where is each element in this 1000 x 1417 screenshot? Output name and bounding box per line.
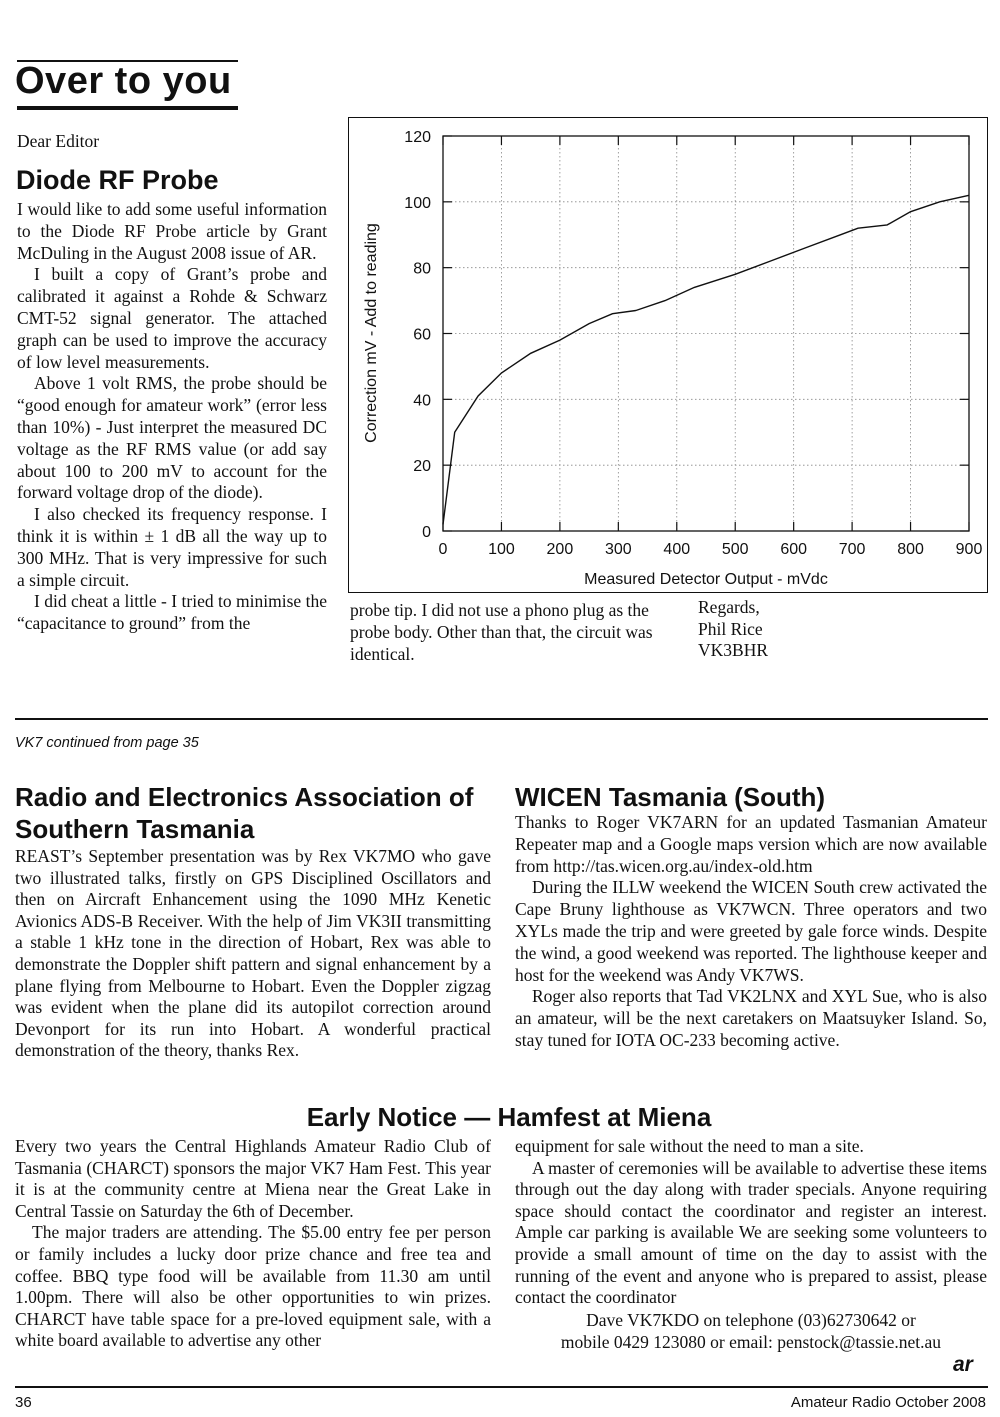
letter-paragraph: Above 1 volt RMS, the probe should be “good enough for amateur work” (error less than 10%) - Just interpret the measured DC voltage as the RF RMS value (or add say about 100 to 200 mV to account for the forward voltage drop of the diode). [17, 373, 327, 503]
hamfest-heading: Early Notice — Hamfest at Miena [306, 1102, 712, 1132]
footer-rule [15, 1386, 988, 1388]
hamfest-contact [515, 1310, 987, 1353]
letter-paragraph: I built a copy of Grant’s probe and calibrated it against a Rohde & Schwarz CMT-52 signal generator. The attached graph can be used to improve the accuracy of low level measurements. [17, 264, 327, 372]
y-tick-label: 0 [422, 524, 431, 541]
letter-salutation: Dear Editor [17, 131, 100, 151]
contact-line-telephone: Dave VK7KDO on telephone (03)62730642 or [586, 1310, 916, 1330]
contact-line-email: mobile 0429 123080 or email: penstock@tassie.net.au [560, 1331, 942, 1352]
hamfest-left-body [15, 1136, 491, 1352]
y-tick-label: 100 [404, 194, 431, 212]
continued-note: VK7 continued from page 35 [15, 735, 199, 751]
letter-paragraph: I did cheat a little - I tried to minimise the “capacitance to ground” from the [17, 591, 327, 634]
x-tick-labels [439, 541, 983, 558]
letter-paragraph: I also checked its frequency response. I think it is within ± 1 dB all the way up to 300 MHz. That is very impressive for such a simple circuit. [17, 504, 327, 590]
letter-body [17, 199, 327, 635]
x-tick-label: 900 [955, 541, 983, 558]
y-tick-label: 120 [404, 129, 431, 146]
signoff-regards: Regards, [698, 597, 760, 617]
page-title: Over to you [15, 60, 232, 102]
hamfest-paragraph: A master of ceremonies will be available to advertise these items through out the day along with trader specials. Anyone requiring space should contact the coordinator and register an interest. Ample car parking is available We are seeking some volunteers to provide a small amount of time on the day to assist with the running of the event and anyone who is prepared to assist, please contact the coordinator [515, 1157, 987, 1308]
hamfest-paragraph: equipment for sale without the need to man a site. [515, 1136, 864, 1156]
x-tick-label: 500 [721, 541, 749, 558]
reast-paragraph: REAST’s September presentation was by Rex VK7MO who gave two illustrated talks, firstly on GPS Disciplined Oscillators and then on Aircraft Enhancement using the 1090 MHz Kenetic Avionics ADS-B Receiver. With the help of Jim VK3II transmitting a stable 1 kHz tone in the direction of Hobart, Rex was able to demonstrate the Doppler shift pattern and signal enhancement by a plane flying from Melbourne to Hobart. Even the Doppler zigzag was evident when the plane did its autopilot correction around Devonport for its run into Hobart. A wonderful practical demonstration of the theory, thanks Rex. [15, 846, 491, 1061]
chart-box [348, 117, 988, 593]
wicen-paragraph: Thanks to Roger VK7ARN for an updated Tasmanian Amateur Repeater map and a Google maps version which are now available from http://tas.wicen.org.au/index-old.htm [515, 812, 987, 876]
x-tick-label: 600 [780, 541, 808, 558]
footer-page-number: 36 [15, 1394, 32, 1411]
hamfest-paragraph: The major traders are attending. The $5.00 entry fee per person or family includes a lucky door prize chance and free tea and coffee. BBQ type food will be available from 11.30 am until 1.00pm. There will also be other opportunities to win prizes. CHARCT have table space for a pre-loved equipment sale, with a white board available to advertise any other [15, 1222, 491, 1351]
reast-body [15, 846, 491, 1062]
x-tick-label: 800 [897, 541, 924, 558]
wicen-body [515, 812, 987, 1052]
chart-ticks [443, 136, 969, 531]
signoff-name: Phil Rice [698, 618, 763, 639]
hamfest-right-body [515, 1136, 987, 1309]
x-tick-label: 700 [838, 541, 866, 558]
reast-heading: Radio and Electronics Association of Southern Tasmania [15, 782, 474, 844]
wicen-paragraph: During the ILLW weekend the WICEN South crew activated the Cape Bruny lighthouse as VK7WCN. Three operators and two XYLs made the trip and were greeted by gale force winds. Despite the wind, a good weekend was reported. The lighthouse keeper and host for the weekend was Andy VK7WS. [515, 877, 987, 985]
letter-signoff [698, 597, 768, 662]
signoff-callsign: VK3BHR [698, 640, 769, 660]
wicen-paragraph: Roger also reports that Tad VK2LNX and XYL Sue, who is also an amateur, will be the next caretakers on Maatsuyker Island. So, stay tuned for IOTA OC-233 becoming active. [515, 986, 987, 1050]
letter-heading: Diode RF Probe [16, 165, 219, 195]
y-tick-label: 20 [413, 458, 431, 476]
x-tick-label: 200 [546, 541, 574, 558]
y-axis-label: Correction mV - Add to reading [363, 223, 380, 443]
wicen-heading: WICEN Tasmania (South) [515, 782, 826, 812]
y-tick-label: 60 [413, 326, 431, 344]
y-tick-labels [404, 129, 431, 541]
header-bottom-rule [17, 106, 238, 110]
x-tick-label: 400 [663, 541, 691, 558]
chart-grid [443, 136, 969, 531]
correction-curve [443, 195, 969, 524]
letter-paragraph: I would like to add some useful information to the Diode RF Probe article by Grant McDuling in the August 2008 issue of AR. [17, 199, 327, 263]
y-tick-label: 80 [413, 260, 431, 278]
y-tick-label: 40 [413, 392, 431, 410]
end-mark: ar [953, 1353, 973, 1376]
calibration-chart [349, 118, 986, 591]
footer-publication: Amateur Radio October 2008 [790, 1394, 986, 1411]
letter-continuation: probe tip. I did not use a phono plug as the probe body. Other than that, the circuit was identical. [350, 600, 653, 664]
hamfest-paragraph: Every two years the Central Highlands Amateur Radio Club of Tasmania (CHARCT) sponsors the major VK7 Ham Fest. This year it is at the community centre at Miena near the Great Lake in Central Tassie on Saturday the 6th of December. [15, 1136, 491, 1221]
section-divider [15, 718, 988, 720]
x-tick-label: 0 [438, 541, 448, 558]
x-tick-label: 100 [488, 541, 515, 558]
x-axis-label: Measured Detector Output - mVdc [584, 571, 828, 588]
plot-frame [443, 136, 969, 531]
x-tick-label: 300 [604, 541, 632, 558]
